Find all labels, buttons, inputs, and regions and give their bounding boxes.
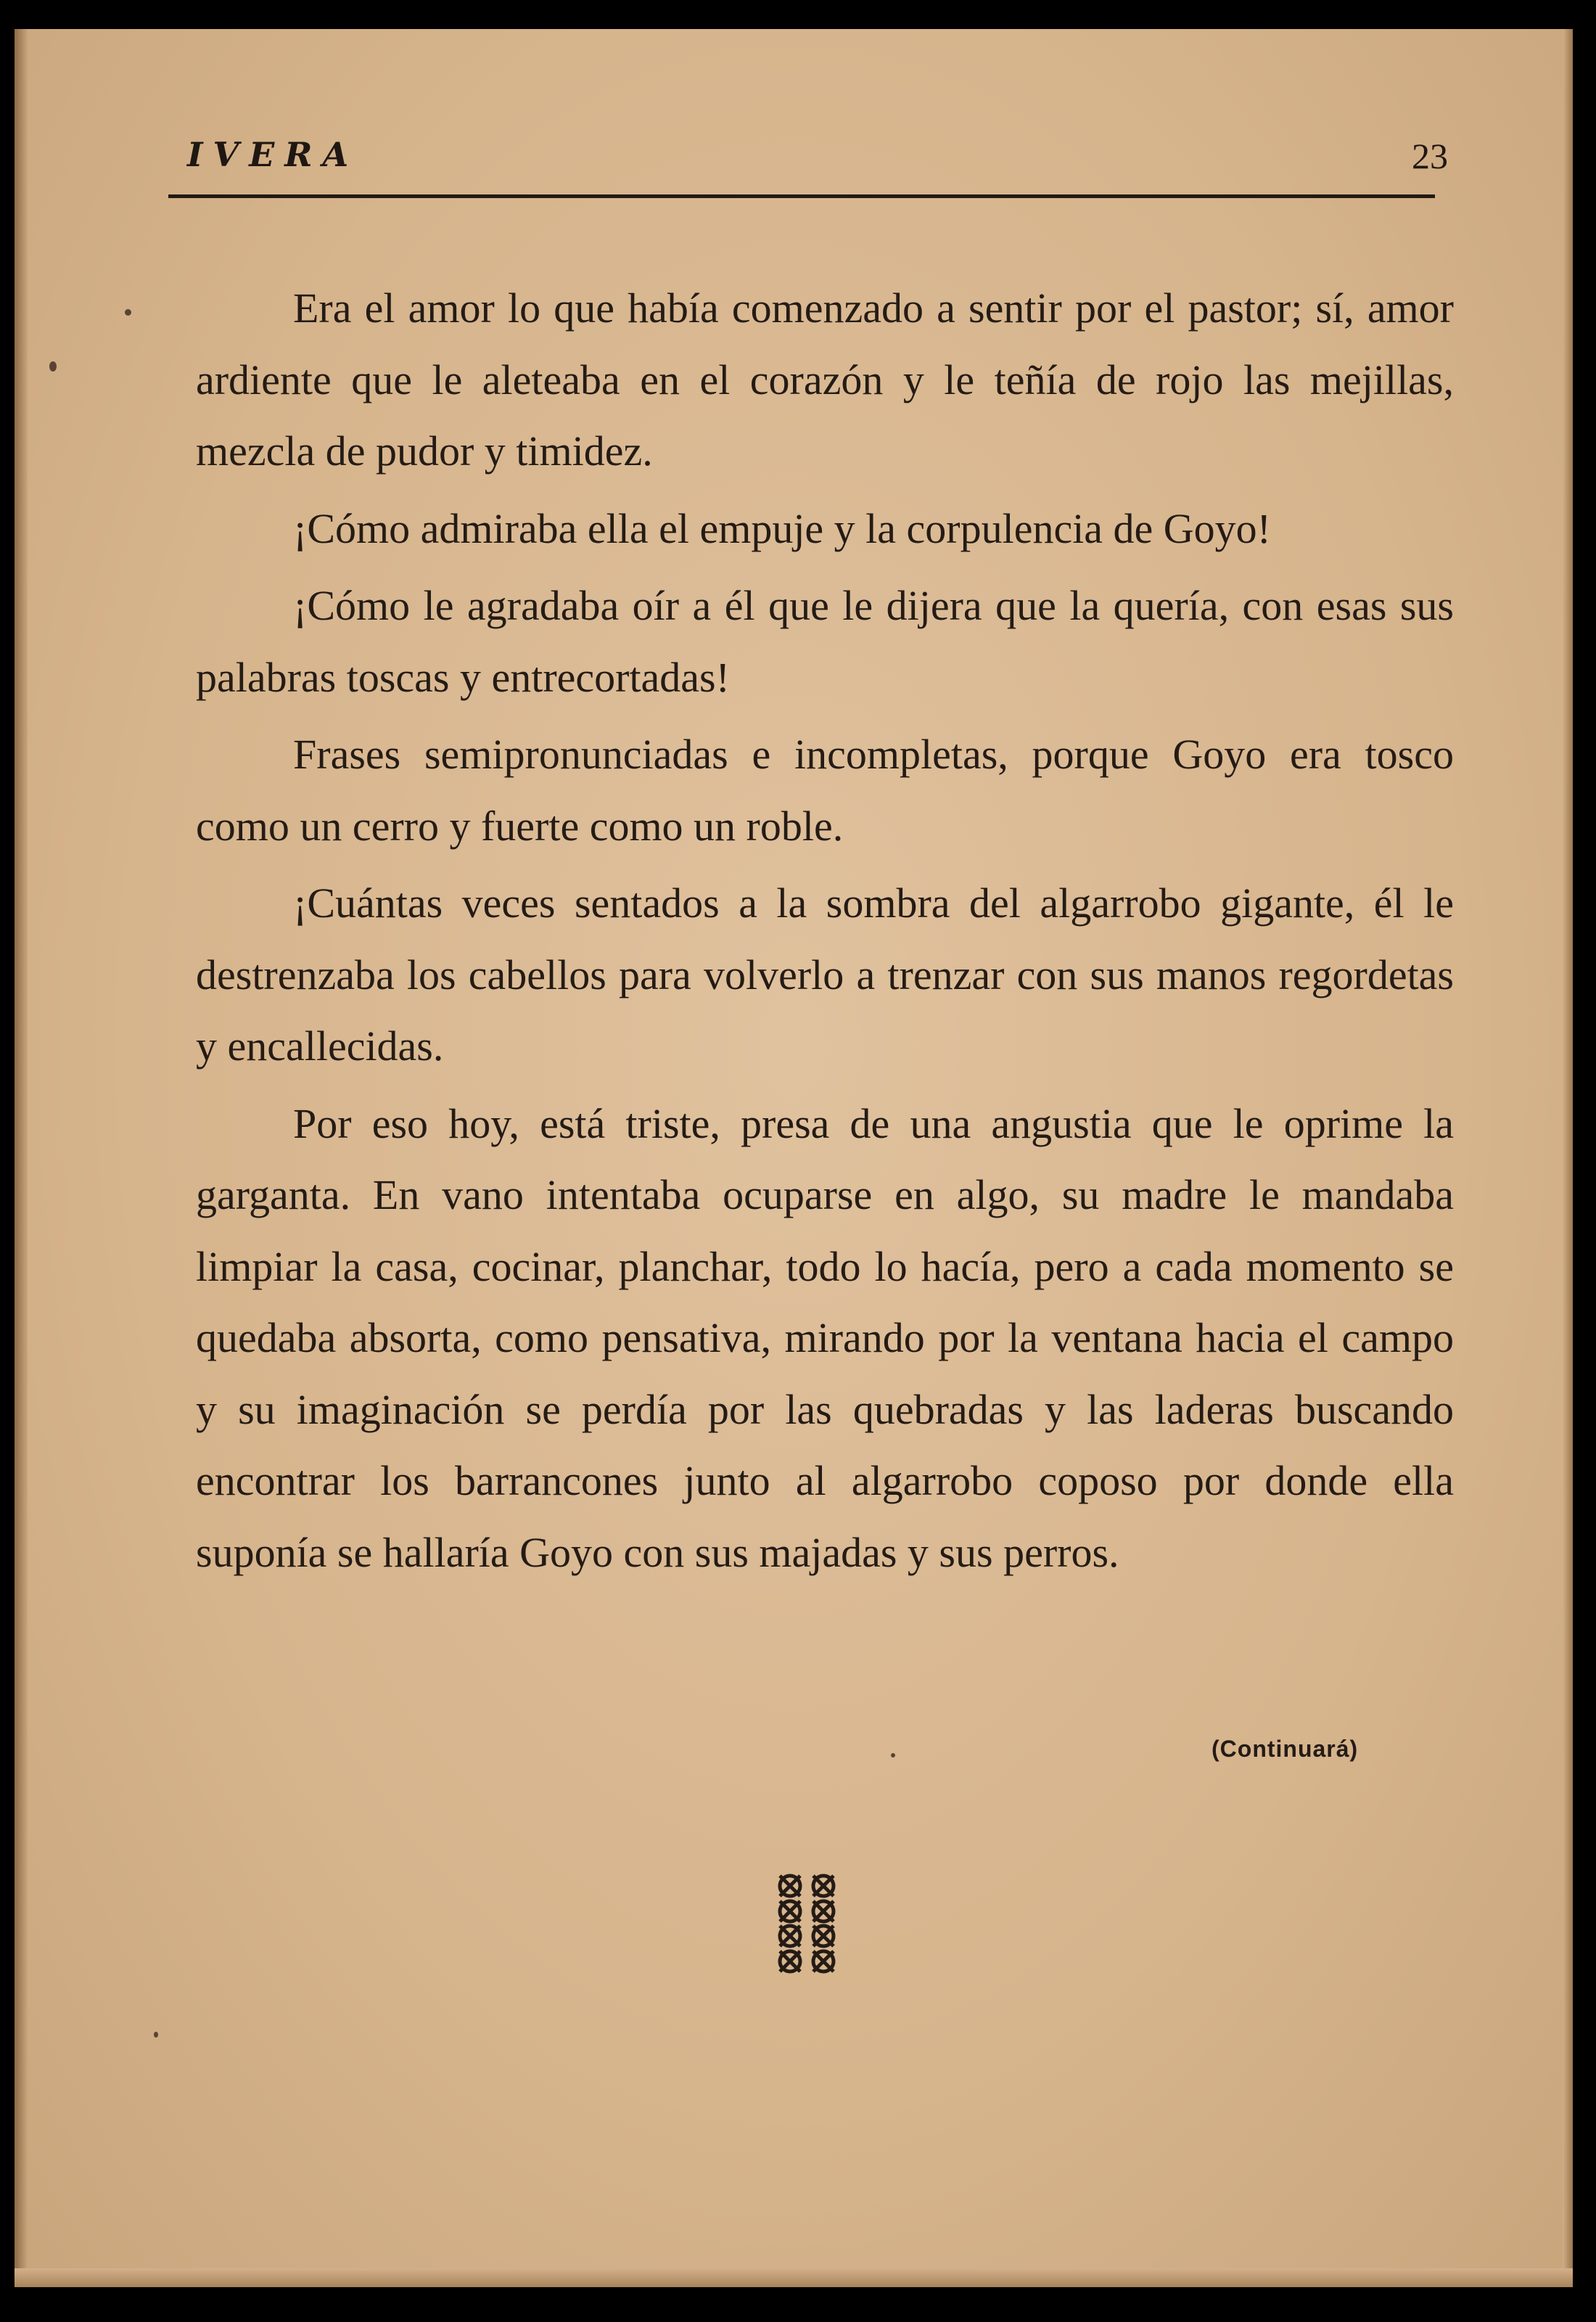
header-rule	[168, 194, 1435, 198]
paragraph-4: Frases semipronunciadas e incompletas, porque Goyo era tosco como un cerro y fuerte como un roble.	[196, 731, 1454, 850]
paper-speck	[154, 2032, 158, 2038]
page-header	[183, 135, 1449, 193]
paragraph-3: ¡Cómo le agradaba oír a él que le dijera que la quería, con esas sus palabras toscas y entrecortadas!	[196, 582, 1454, 701]
page-edge-left	[15, 29, 28, 2287]
book-page	[15, 29, 1573, 2287]
paragraph-2: ¡Cómo admiraba ella el empuje y la corpulencia de Goyo!	[293, 504, 1271, 552]
page-edge-right	[1563, 29, 1573, 2287]
paper-speck	[125, 309, 131, 316]
paragraph-6: Por eso hoy, está triste, presa de una angustia que le oprime la garganta. En vano intentaba ocuparse en algo, su madre le mandaba limpiar la casa, cocinar, planchar, todo lo hacía, pero a cada momento se quedaba absorta, como pensativa, mirando por la ventana hacia el campo y su imaginación se perdía por las quebradas y las laderas buscando encontrar los barrancones junto al algarrobo coposo por donde ella suponía se hallaría Goyo con sus majadas y sus perros.	[196, 1099, 1454, 1576]
floral-tailpiece-icon	[773, 1869, 840, 1978]
paper-speck	[49, 361, 57, 372]
running-head: IVERA	[187, 135, 359, 174]
paragraph-5: ¡Cuántas veces sentados a la sombra del algarrobo gigante, él le destrenzaba los cabellos para volverlo a trenzar con sus manos regordetas y encallecidas.	[196, 879, 1454, 1070]
paragraph-1: Era el amor lo que había comenzado a sentir por el pastor; sí, amor ardiente que le aleteaba en el corazón y le teñía de rojo las mejillas, mezcla de pudor y timidez.	[196, 284, 1454, 475]
page-number: 23	[1412, 136, 1448, 176]
page-edge-bottom	[15, 2268, 1573, 2287]
body-text	[196, 273, 1454, 1594]
continuation-note: (Continuará)	[1212, 1736, 1359, 1762]
paper-speck	[891, 1753, 895, 1757]
